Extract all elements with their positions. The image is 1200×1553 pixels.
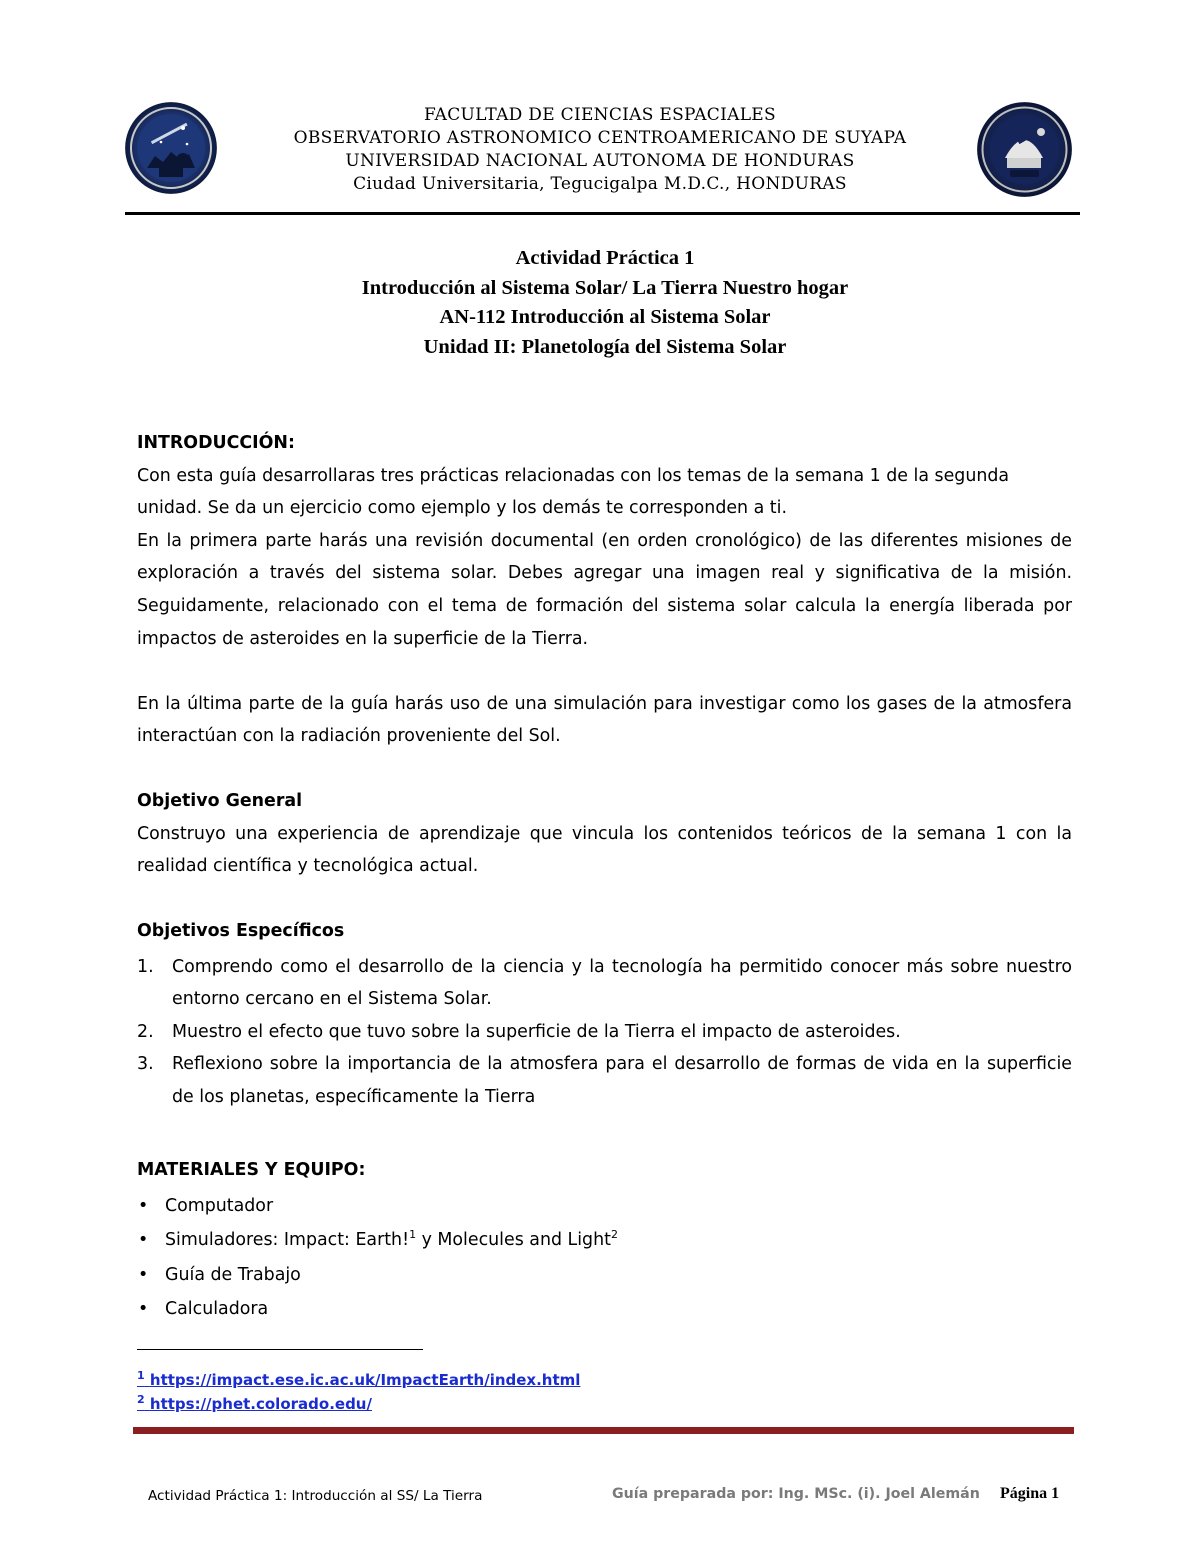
footnote-separator [137,1349,423,1350]
footer-author: Guía preparada por: Ing. MSc. (i). Joel Alemán [612,1486,980,1502]
material-item [137,1258,1072,1293]
general-objective-heading: Objetivo General [137,791,303,811]
material-item [137,1189,1072,1224]
material-label: y Molecules and Light [416,1230,611,1251]
material-label: Simuladores: Impact: Earth! [165,1230,410,1251]
bullet-icon: • [138,1195,149,1216]
materials-list [137,1189,1072,1327]
introduction-section [137,427,1072,753]
intro-paragraph-3: En la última parte de la guía harás uso de una simulación para investigar como los gases de la atmosfera interactúan con la radiación proveniente del Sol. [137,693,1072,747]
footnote-2 [137,1392,580,1416]
bullet-icon: • [138,1299,149,1320]
unit-title: Unidad II: Planetología del Sistema Solar [423,335,787,358]
institution-header [210,104,990,196]
objective-text: Muestro el efecto que tuvo sobre la superficie de la Tierra el impacto de asteroides. [172,1021,901,1042]
faculty-logo-icon [125,102,217,194]
footnote-ref[interactable]: 1 [409,1228,417,1242]
objective-text: Reflexiono sobre la importancia de la atmosfera para el desarrollo de formas de vida en la superficie de los planetas, específicamente la Tierra [172,1054,1072,1107]
materials-section [137,1154,1072,1327]
general-objective-section [137,785,1072,883]
materials-heading: MATERIALES Y EQUIPO: [137,1160,366,1180]
intro-paragraph-1-line-2: unidad. Se da un ejercicio como ejemplo y los demás te corresponden a ti. [137,498,787,519]
material-label: Guía de Trabajo [165,1264,301,1285]
footnotes [137,1368,580,1416]
header-line-observatory: OBSERVATORIO ASTRONOMICO CENTROAMERICANO DE SUYAPA [293,128,907,148]
objective-number: 1. [137,956,154,977]
objective-number: 3. [137,1054,154,1075]
bullet-icon: • [138,1264,149,1285]
specific-objectives-list [137,951,1072,1114]
material-label: Calculadora [165,1299,269,1320]
objective-item [137,951,1072,1016]
intro-paragraph-1-line-1: Con esta guía desarrollaras tres prácticas relacionadas con los temas de la semana 1 de la segunda [137,465,1010,486]
footnote-link[interactable]: $^2$ https://phet.colorado.edu/ [137,1393,372,1413]
general-objective-text: Construyo una experiencia de aprendizaje que vincula los contenidos teóricos de la semana 1 con la realidad científica y tecnológica actual. [137,823,1072,877]
material-label: Computador [165,1195,274,1216]
header-line-faculty: FACULTAD DE CIENCIAS ESPACIALES [424,105,776,125]
objective-text: Comprendo como el desarrollo de la ciencia y la tecnología ha permitido conocer más sobre nuestro entorno cercano en el Sistema Solar. [172,956,1072,1010]
activity-title-block [130,244,1080,362]
objective-number: 2. [137,1021,154,1042]
footer-bar [133,1427,1074,1434]
introduction-heading: INTRODUCCIÓN: [137,433,295,453]
header-line-address: Ciudad Universitaria, Tegucigalpa M.D.C., HONDURAS [353,174,847,194]
header-line-university: UNIVERSIDAD NACIONAL AUTONOMA DE HONDURAS [345,151,855,171]
specific-objectives-section [137,915,1072,1114]
activity-subtitle: Introducción al Sistema Solar/ La Tierra Nuestro hogar [361,276,849,299]
objective-item [137,1016,1072,1049]
objective-item [137,1048,1072,1113]
activity-title: Actividad Práctica 1 [515,247,695,269]
footnote-ref[interactable]: 2 [610,1228,618,1242]
material-item [137,1292,1072,1327]
page-number: Página 1 [1000,1485,1060,1502]
observatory-logo-icon [977,102,1072,197]
intro-paragraph-2: En la primera parte harás una revisión documental (en orden cronológico) de las diferentes misiones de exploración a través del sistema solar. Debes agregar una imagen real y significativa de la misión. Seguidamente, relacionado con el tema de formación del sistema solar calcula la energía liberada por impactos de asteroides en la superficie de la Tierra. [137,530,1072,649]
material-item [137,1223,1072,1258]
footnote-link[interactable]: $^1$ https://impact.ese.ic.ac.uk/ImpactEarth/index.html [137,1369,581,1389]
specific-objectives-heading: Objetivos Específicos [137,921,345,941]
bullet-icon: • [138,1230,149,1251]
header-divider [125,212,1080,215]
footer-document-title: Actividad Práctica 1: Introducción al SS/ La Tierra [148,1488,483,1504]
footnote-1 [137,1368,580,1392]
course-code: AN-112 Introducción al Sistema Solar [439,306,771,328]
